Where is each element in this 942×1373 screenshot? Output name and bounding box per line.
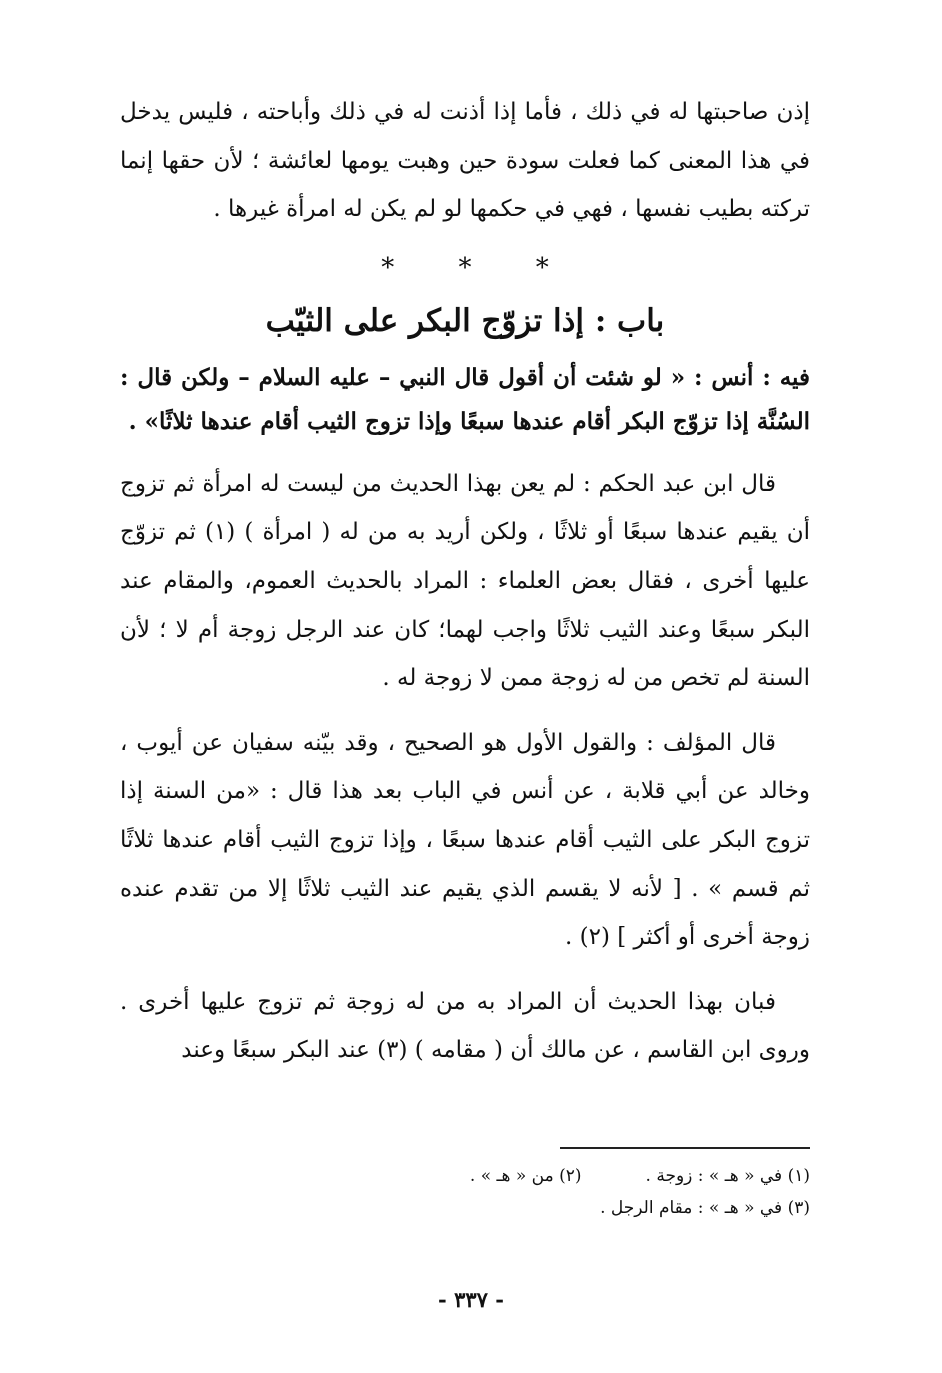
footnote-2: (٢) من « هـ » . bbox=[469, 1166, 582, 1186]
footnote-3: (٣) في « هـ » : مقام الرجل . bbox=[600, 1198, 810, 1218]
footnote-divider bbox=[560, 1147, 810, 1149]
page-number: - ٣٣٧ - bbox=[438, 1287, 504, 1312]
intro-paragraph: إذن صاحبتها له في ذلك ، فأما إذا أذنت له في ذلك وأباحته ، فليس يدخل في هذا المعنى كما فعلت سودة حين وهبت يومها لعائشة ؛ لأن حقها إنما تركته بطيب نفسها ، فهي في حكمها لو لم يكن له امرأة غيرها . bbox=[120, 99, 810, 223]
footnote-1: (١) في « هـ » : زوجة . bbox=[645, 1166, 810, 1186]
footnotes bbox=[350, 1160, 810, 1224]
body-paragraph: قال المؤلف : والقول الأول هو الصحيح ، وقد بيّنه سفيان عن أيوب ، وخالد عن أبي قلابة ، عن أنس في الباب بعد هذا قال : «من السنة إذا تزوج البكر على الثيب أقام عندها سبعًا ، وإذا تزوج الثيب أقام عندها ثلاثًا ثم قسم » . [ لأنه لا يقسم الذي يقيم عند الثيب ثلاثًا إلا من تقدم عنده زوجة أخرى أو أكثر ] (٢) . bbox=[120, 729, 810, 951]
section-separator: * * * bbox=[381, 252, 549, 283]
body-paragraph: قال ابن عبد الحكم : لم يعن بهذا الحديث من ليست له امرأة ثم تزوج أن يقيم عندها سبعًا أو ثلاثًا ، ولكن أريد به من له ( امرأة ) (١) ثم تزوّج عليها أخرى ، فقال بعض العلماء : المراد بالحديث العموم، والمقام عند البكر سبعًا وعند الثيب ثلاثًا واجب لهما؛ كان عند الرجل زوجة أم لا ؛ لأن السنة لم تخص من له زوجة ممن لا زوجة له . bbox=[120, 470, 810, 692]
footnote-row bbox=[350, 1160, 810, 1192]
chapter-title: باب : إذا تزوّج البكر على الثيّب bbox=[265, 302, 665, 339]
body-paragraph: فبان بهذا الحديث أن المراد به من له زوجة ثم تزوج عليها أخرى . وروى ابن القاسم ، عن مالك أن ( مقامه ) (٣) عند البكر سبعًا وعند bbox=[120, 988, 810, 1064]
page-body bbox=[120, 88, 810, 1091]
hadith-text: فيه : أنس : « لو شئت أن أقول قال النبي – عليه السلام – ولكن قال : السُنَّة إذا تزوّج البكر أقام عندها سبعًا وإذا تزوج الثيب أقام عندها ثلاثًا» . bbox=[120, 363, 810, 435]
